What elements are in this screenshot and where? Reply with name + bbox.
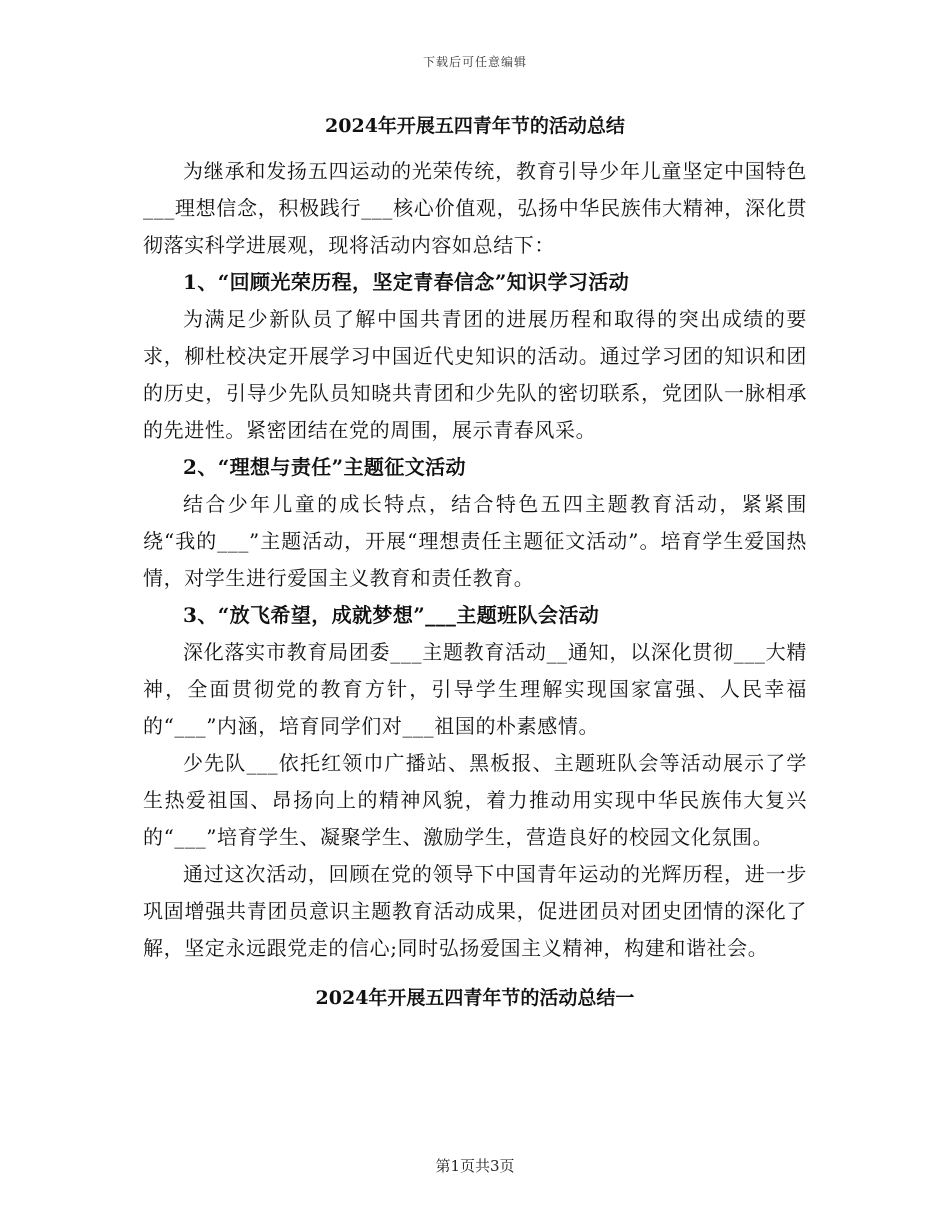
section-3-paragraph-2: 少先队___依托红领巾广播站、黑板报、主题班队会等活动展示了学生热爱祖国、昂扬向上的精神风貌，着力推动用实现中华民族伟大复兴的“___”培育学生、凝聚学生、激励学生，营造良好的校园文化氛围。 [143,751,807,849]
document-title: 2024年开展五四青年节的活动总结 [325,115,625,137]
document-body [143,113,807,1011]
next-document-title: 2024年开展五四青年节的活动总结一 [315,987,635,1009]
page-header: 下载后可任意编辑 [422,55,527,69]
section-1-paragraph-1: 为满足少新队员了解中国共青团的进展历程和取得的突出成绩的要求，柳杜校决定开展学习中国近代史知识的活动。通过学习团的知识和团的历史，引导少先队员知晓共青团和少先队的密切联系，党团队一脉相承的先进性。紧密团结在党的周围，展示青春风采。 [143,307,807,442]
section-3-paragraph-1: 深化落实市教育局团委___主题教育活动__通知，以深化贯彻___大精神，全面贯彻党的教育方针，引导学生理解实现国家富强、人民幸福的“___”内涵，培育同学们对___祖国的朴素感情。 [143,640,807,738]
page-footer: 第1页共3页 [435,1157,515,1175]
section-1-heading: 1、“回顾光荣历程，坚定青春信念”知识学习活动 [183,270,630,294]
section-2-paragraph-1: 结合少年儿童的成长特点，结合特色五四主题教育活动，紧紧围绕“我的___”主题活动，开展“理想责任主题征文活动”。培育学生爱国热情，对学生进行爱国主义教育和责任教育。 [143,492,807,590]
section-3-heading: 3、“放飞希望，成就梦想”___主题班队会活动 [183,603,600,627]
conclusion-paragraph: 通过这次活动，回顾在党的领导下中国青年运动的光辉历程，进一步巩固增强共青团员意识主题教育活动成果，促进团员对团史团情的深化了解，坚定永远跟党走的信心;同时弘扬爱国主义精神，构建和谐社会。 [143,862,807,960]
intro-paragraph: 为继承和发扬五四运动的光荣传统，教育引导少年儿童坚定中国特色___理想信念，积极践行___核心价值观，弘扬中华民族伟大精神，深化贯彻落实科学进展观，现将活动内容如总结下： [143,159,807,257]
section-2-heading: 2、“理想与责任”主题征文活动 [183,455,466,479]
